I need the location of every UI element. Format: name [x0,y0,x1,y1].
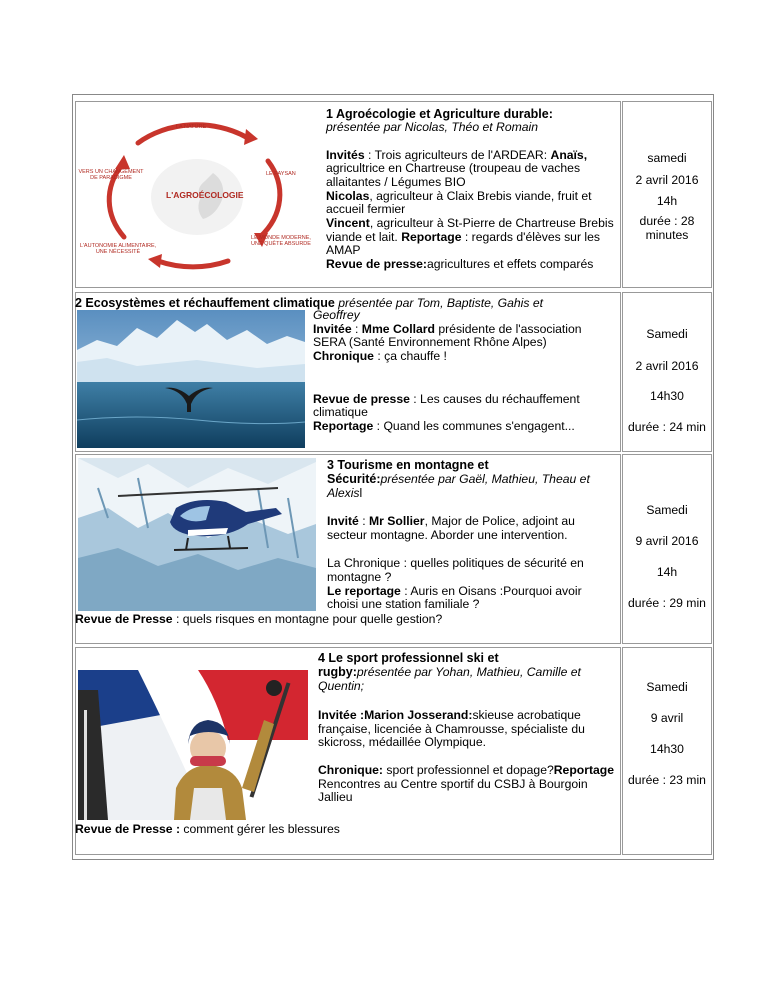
section2-time: 14h30 [650,389,684,403]
whale-iceberg-photo [77,310,305,448]
guest-name-collard: Mme Collard [361,321,435,336]
press-review-label: Revue de presse: [326,256,427,271]
press-review-text: : quels risques en montagne pour quelle gestion? [172,612,443,626]
diagram-top-label: LA NATURE [176,124,207,130]
section3-guest [327,515,609,542]
section4-title: 4 Le sport professionnel ski et [318,651,499,665]
section3-text [327,515,609,612]
press-review-label: Revue de presse [313,391,410,406]
guest-name-anais: Anaïs, [550,147,588,162]
section1-duration: durée : 28 minutes [639,214,695,242]
section4-date: 9 avril [650,711,684,725]
skier-photo [78,670,308,820]
reportage-label: Le reportage [327,583,401,598]
guest-nicolas-text: , agriculteur à Claix Brebis viande, fruit et accueil fermier [326,188,592,217]
section2-guest [313,323,613,350]
section2-duration: durée : 24 min [628,420,706,434]
reportage-label: Reportage [401,229,462,244]
press-review-label: Revue de Presse : [75,822,181,836]
guest-sep: : [358,514,370,528]
section4-chronicle [318,764,616,805]
section2-presenters: présentée par Tom, Baptiste, Gahis et [334,296,544,310]
section2-date: 2 avril 2016 [635,359,699,373]
diagram-left-label: VERS UN CHANGEMENT DE PARADIGME [78,169,144,182]
section2-press-review [313,393,613,420]
section3-date: 9 avril 2016 [635,534,699,548]
section1-title: 1 Agroécologie et Agriculture durable: [326,107,553,121]
helicopter-photo [78,458,316,611]
section3-press-review [75,613,615,627]
section2-text [313,309,613,434]
guest-vincent-text: , agriculteur à St-Pierre de Chartreuse Brebis viande et lait. [326,215,614,244]
section3-presenters: présentée par Gaël, Mathieu, Theau et [380,472,590,486]
section3-time: 14h [656,565,678,579]
section2-chronicle [313,350,613,364]
guest-name-josserand: Marion Josserand: [364,708,473,722]
section3-duration: durée : 29 min [628,596,706,610]
section4-title-cont: rugby: [318,665,357,679]
section3-heading [327,458,617,500]
guest-label: Invitée : [318,708,365,722]
section1-guest-nicolas [326,190,616,217]
section1-time: 14h [656,194,678,208]
section3-presenters-suffix: l [359,485,363,500]
guest-label: Invité [327,514,359,528]
chronicle-text: sport professionnel et dopage? [383,762,554,777]
section3-chronicle [327,557,609,584]
chronicle-text: : ça chauffe ! [373,348,447,363]
press-review-label: Revue de Presse [75,612,173,626]
reportage-text: : Auris en Oisans :Pourquoi avoir choisi une station familiale ? [327,583,582,612]
section4-text [318,709,616,805]
guest-anais-text: agricultrice en Chartreuse (troupeau de vaches allaitantes / Légumes BIO [326,161,581,189]
reportage-text: : regards d'élèves sur les AMAP [326,229,600,258]
section4-presenters: présentée par Yohan, Mathieu, Camille et [356,665,581,679]
guest-label: Invitée [313,321,352,336]
section3-presenters-cont: Alexis [327,485,360,500]
section4-press-review [75,823,615,837]
guest-collard-text: présidente de l'association SERA (Santé Environnement Rhône Alpes) [313,321,582,350]
section1-press-review [326,258,616,272]
chronicle-label: Chronique [313,348,374,363]
guest-name-sollier: Mr Sollier [369,514,425,528]
chronicle-text: : quelles politiques de sécurité en montagne ? [327,556,584,584]
guest-name-vincent: Vincent [326,215,370,230]
chronicle-label: La Chronique [327,556,401,571]
diagram-center-label: L'AGROÉCOLOGIE [166,190,244,200]
section1-guests [326,149,616,190]
guests-text: : Trois agriculteurs de l'ARDEAR: [364,147,551,162]
section4-heading [318,651,616,693]
guest-sep: : [351,321,362,336]
section2-reportage [313,420,613,434]
section4-duration: durée : 23 min [628,773,706,787]
section4-day: Samedi [646,680,688,694]
section3-title-cont: Sécurité: [327,472,381,486]
section2-day: Samedi [646,327,688,341]
press-review-text: agricultures et effets comparés [426,256,594,271]
section4-presenters-cont: Quentin; [318,678,365,693]
section2-title: 2 Ecosystèmes et réchauffement climatique [75,296,335,310]
press-review-text: : Les causes du réchauffement climatique [313,391,580,420]
diagram-right-label: LE PAYSAN [266,171,296,177]
row3-right-cell [622,454,712,644]
section4-guest [318,709,612,750]
reportage-text: : Quand les communes s'engagent... [373,418,575,433]
section1-text [326,107,616,272]
diagram-bottom-left-label: L'AUTONOMIE ALIMENTAIRE, UNE NÉCESSITÉ [79,243,157,256]
diagram-bottom-right-label: LE MONDE MODERNE, UNE QUÊTE ABSURDE [251,235,311,248]
section2-presenters-cont: Geoffrey [313,308,360,322]
guest-name-nicolas: Nicolas [326,188,370,203]
section3-day: Samedi [646,503,688,517]
guest-sollier-text: , Major de Police, adjoint au secteur montagne. Aborder une intervention. [327,514,575,542]
chronicle-label: Chronique: [318,762,383,777]
guest-josserand-text: skieuse acrobatique française, licenciée à Chamrousse, spécialiste du skicross, médaillée Olympique. [318,708,585,750]
press-review-text: comment gérer les blessures [180,822,340,836]
section4-time: 14h30 [650,742,684,756]
section1-date: 2 avril 2016 [635,173,699,187]
section1-guest-vincent [326,217,616,258]
section1-day: samedi [647,151,687,165]
guests-label: Invités [326,147,365,162]
section3-reportage [327,585,609,612]
section3-title: 3 Tourisme en montagne et [327,458,489,472]
reportage-label: Reportage [553,762,615,777]
reportage-label: Reportage [313,418,374,433]
reportage-text: Rencontres au Centre sportif du CSBJ à Bourgoin Jallieu [318,776,588,805]
section1-presenters: présentée par Nicolas, Théo et Romain [326,120,539,134]
agroecology-diagram [78,111,316,283]
